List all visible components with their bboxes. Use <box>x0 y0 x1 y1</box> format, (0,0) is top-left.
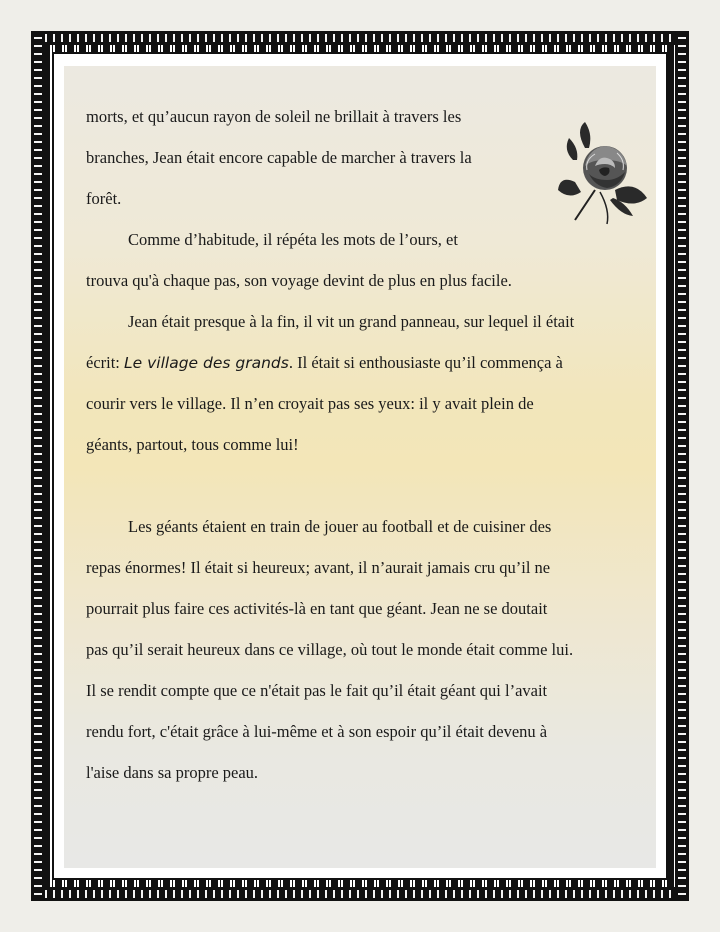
text-line: l'aise dans sa propre peau. <box>86 763 259 782</box>
text-line <box>86 342 646 383</box>
text-segment: écrit: <box>86 353 125 372</box>
frame-border-top <box>31 31 689 45</box>
text-line: Jean était presque à la fin, il vit un grand panneau, sur lequel il était <box>128 312 575 331</box>
paragraph-3 <box>86 301 646 465</box>
text-line: trouva qu'à chaque pas, son voyage devint de plus en plus facile. <box>86 271 512 290</box>
text-line: forêt. <box>86 189 122 208</box>
frame-border-bottom <box>31 887 689 901</box>
text-line: Comme d’habitude, il répéta les mots de l’ours, et <box>128 230 458 249</box>
text-line: géants, partout, tous comme lui! <box>86 435 299 454</box>
paragraph-2 <box>86 219 646 301</box>
paragraph-4 <box>86 506 646 793</box>
village-sign-title: Le village des grands <box>124 354 289 372</box>
text-segment: . Il était si enthousiaste qu’il commença à <box>288 353 563 372</box>
text-line: pas qu’il serait heureux dans ce village, où tout le monde était comme lui. <box>86 640 574 659</box>
text-line: Les géants étaient en train de jouer au football et de cuisiner des <box>128 517 552 536</box>
frame-border-right <box>675 31 689 901</box>
paragraph-spacer <box>86 465 646 506</box>
text-line: Il se rendit compte que ce n'était pas le fait qu’il était géant qui l’avait <box>86 681 548 700</box>
text-line: branches, Jean était encore capable de marcher à travers la <box>86 148 472 167</box>
text-line: courir vers le village. Il n’en croyait pas ses yeux: il y avait plein de <box>86 394 534 413</box>
text-line: rendu fort, c'était grâce à lui-même et à son espoir qu’il était devenu à <box>86 722 548 741</box>
frame-border-left <box>31 31 45 901</box>
text-line: morts, et qu’aucun rayon de soleil ne brillait à travers les <box>86 107 462 126</box>
paragraph-1 <box>86 96 646 219</box>
story-text <box>86 96 646 793</box>
text-line: pourrait plus faire ces activités-là en tant que géant. Jean ne se doutait <box>86 599 548 618</box>
text-line: repas énormes! Il était si heureux; avant, il n’aurait jamais cru qu’il ne <box>86 558 551 577</box>
